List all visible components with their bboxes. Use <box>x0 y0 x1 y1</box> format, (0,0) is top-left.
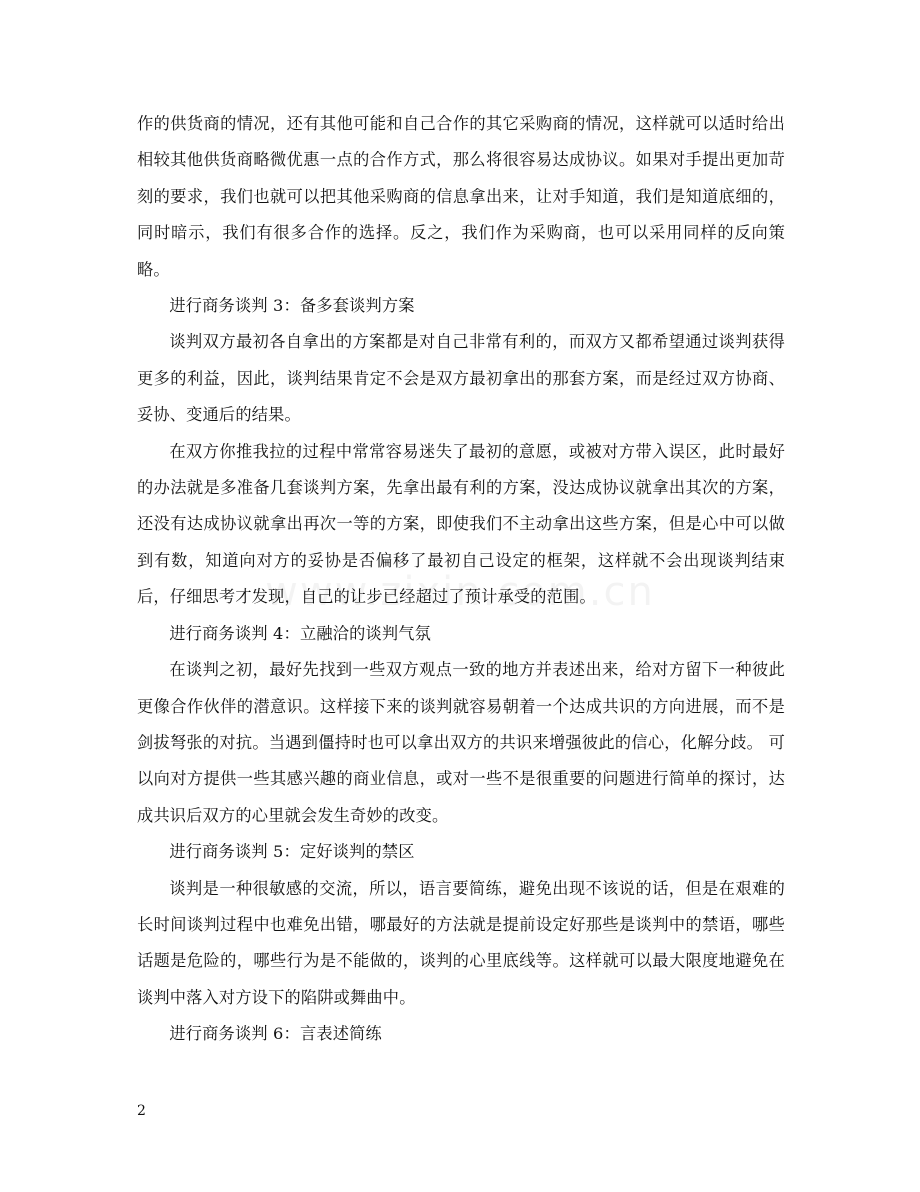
paragraph-continuation: 作的供货商的情况，还有其他可能和自己合作的其它采购商的情况，这样就可以适时给出相较其他供货商略微优惠一点的合作方式，那么将很容易达成协议。如果对手提出更加苛刻的要求，我们也就可以把其他采购商的信息拿出来，让对手知道，我们是知道底细的，同时暗示，我们有很多合作的选择。反之，我们作为采购商，也可以采用同样的反向策略。 <box>137 114 785 279</box>
section-heading-6: 进行商务谈判 6：言表述简练 <box>169 1024 382 1044</box>
document-body <box>137 106 785 1053</box>
page-number: 2 <box>137 1103 146 1119</box>
paragraph-3-1: 谈判双方最初各自拿出的方案都是对自己非常有利的，而双方又都希望通过谈判获得更多的利益，因此，谈判结果肯定不会是双方最初拿出的那套方案，而是经过双方协商、妥协、变通后的结果。 <box>137 332 785 425</box>
section-heading-5: 进行商务谈判 5：定好谈判的禁区 <box>169 842 415 862</box>
section-heading-4: 进行商务谈判 4：立融洽的谈判气氛 <box>169 623 432 643</box>
paragraph-3-2: 在双方你推我拉的过程中常常容易迷失了最初的意愿，或被对方带入误区，此时最好的办法就是多准备几套谈判方案，先拿出最有利的方案，没达成协议就拿出其次的方案，还没有达成协议就拿出再次一等的方案，即使我们不主动拿出这些方案，但是心中可以做到有数，知道向对方的妥协是否偏移了最初自己设定的框架，这样就不会出现谈判结束后，仔细思考才发现，自己的让步已经超过了预计承受的范围。 <box>137 441 785 607</box>
paragraph-4-1: 在谈判之初，最好先找到一些双方观点一致的地方并表述出来，给对方留下一种彼此更像合作伙伴的潜意识。这样接下来的谈判就容易朝着一个达成共识的方向进展，而不是剑拔弩张的对抗。当遇到僵持时也可以拿出双方的共识来增强彼此的信心，化解分歧。 可以向对方提供一些其感兴趣的商业信息，或对一些不是很重要的问题进行简单的探讨，达成共识后双方的心里就会发生奇妙的改变。 <box>137 660 785 825</box>
paragraph-5-1: 谈判是一种很敏感的交流，所以，语言要简练，避免出现不该说的话，但是在艰难的长时间谈判过程中也难免出错，哪最好的方法就是提前设定好那些是谈判中的禁语，哪些话题是危险的，哪些行为是不能做的，谈判的心里底线等。这样就可以最大限度地避免在谈判中落入对方设下的陷阱或舞曲中。 <box>137 878 785 1007</box>
section-heading-3: 进行商务谈判 3：备多套谈判方案 <box>169 296 415 316</box>
